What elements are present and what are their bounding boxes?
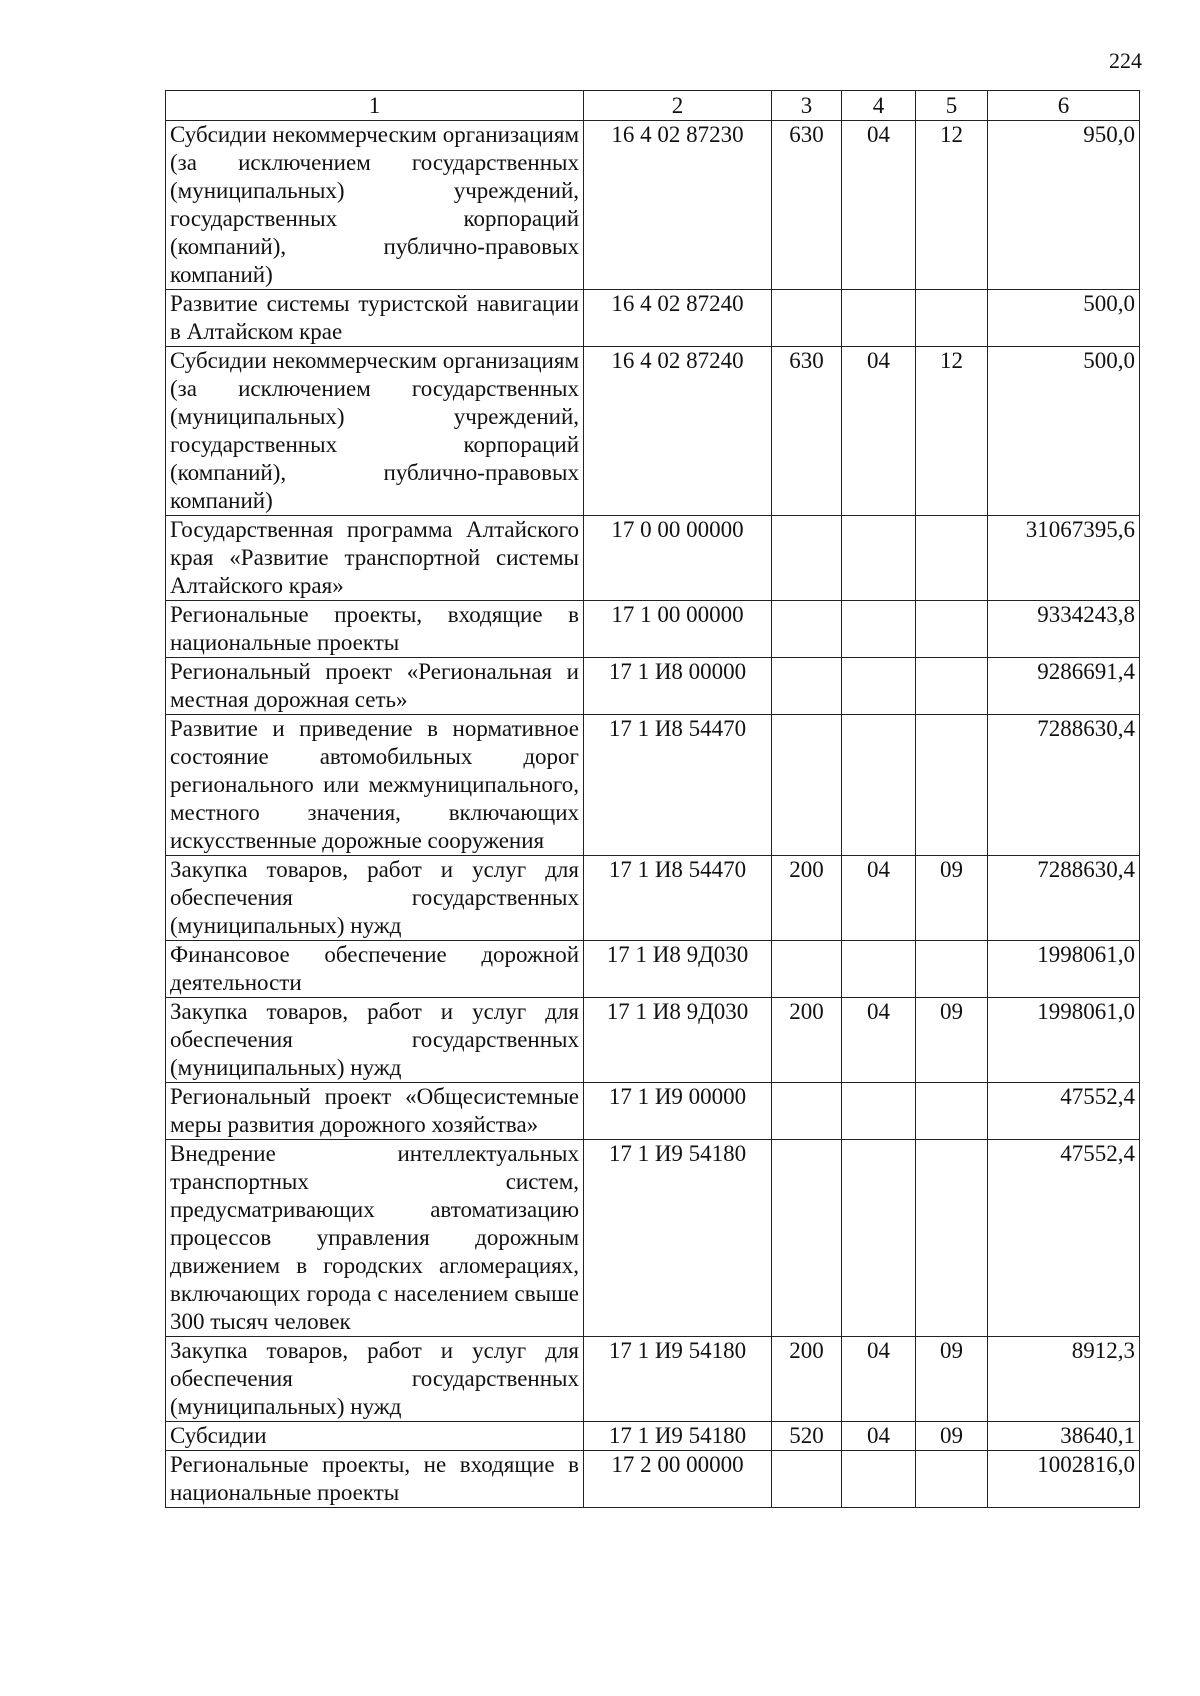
row-code-cell: 17 1 И8 9Д030 [584,998,772,1083]
row-name-cell: Субсидии некоммерческим организациям (за исключением государственных (муниципальных) учреждений, государственных корпораций (компаний), публично-правовых компаний) [166,121,584,290]
row-name-cell: Региональный проект «Общесистемные меры развития дорожного хозяйства» [166,1083,584,1140]
row-name-cell: Закупка товаров, работ и услуг для обеспечения государственных (муниципальных) нужд [166,1337,584,1422]
row-amount-cell: 1998061,0 [988,998,1140,1083]
row-name-cell: Закупка товаров, работ и услуг для обеспечения государственных (муниципальных) нужд [166,998,584,1083]
row-amount-cell: 38640,1 [988,1422,1140,1451]
row-col5-cell [916,1083,988,1140]
row-amount-cell: 950,0 [988,121,1140,290]
row-col3-cell: 200 [772,1337,842,1422]
row-col4-cell [842,658,916,715]
row-col4-cell [842,516,916,601]
row-col3-cell [772,658,842,715]
row-name-cell: Государственная программа Алтайского края «Развитие транспортной системы Алтайского края» [166,516,584,601]
budget-table [165,90,1140,1508]
row-code-cell: 17 1 И9 00000 [584,1083,772,1140]
row-amount-cell: 7288630,4 [988,856,1140,941]
row-amount-cell: 500,0 [988,290,1140,347]
table-row [166,1083,1140,1140]
row-col3-cell [772,941,842,998]
row-col3-cell [772,1140,842,1337]
row-col4-cell [842,715,916,856]
row-name-cell: Субсидии некоммерческим организациям (за исключением государственных (муниципальных) учреждений, государственных корпораций (компаний), публично-правовых компаний) [166,347,584,516]
row-col4-cell: 04 [842,1337,916,1422]
row-amount-cell: 47552,4 [988,1140,1140,1337]
row-col5-cell: 09 [916,1422,988,1451]
row-col4-cell [842,941,916,998]
page-number: 224 [1109,48,1142,73]
row-code-cell: 17 1 И9 54180 [584,1337,772,1422]
column-header: 1 [166,91,584,121]
column-header: 2 [584,91,772,121]
row-name-cell: Закупка товаров, работ и услуг для обеспечения государственных (муниципальных) нужд [166,856,584,941]
row-amount-cell: 7288630,4 [988,715,1140,856]
row-code-cell: 17 1 И8 54470 [584,715,772,856]
row-name-cell: Региональные проекты, не входящие в национальные проекты [166,1451,584,1508]
row-col3-cell: 630 [772,347,842,516]
row-col5-cell: 09 [916,1337,988,1422]
row-name-cell: Региональный проект «Региональная и местная дорожная сеть» [166,658,584,715]
row-amount-cell: 1998061,0 [988,941,1140,998]
row-col3-cell: 200 [772,998,842,1083]
row-col4-cell [842,1083,916,1140]
row-code-cell: 17 1 И9 54180 [584,1422,772,1451]
row-col5-cell [916,715,988,856]
row-col3-cell [772,1451,842,1508]
column-header: 6 [988,91,1140,121]
row-name-cell: Внедрение интеллектуальных транспортных систем, предусматривающих автоматизацию процессов управления дорожным движением в городских агломерациях, включающих города с населением свыше 300 тысяч человек [166,1140,584,1337]
row-amount-cell: 9334243,8 [988,601,1140,658]
table-row [166,121,1140,290]
row-code-cell: 17 1 И9 54180 [584,1140,772,1337]
row-col4-cell: 04 [842,1422,916,1451]
table-row [166,856,1140,941]
row-code-cell: 17 1 И8 54470 [584,856,772,941]
row-name-cell: Развитие системы туристской навигации в Алтайском крае [166,290,584,347]
table-row [166,941,1140,998]
table-row [166,347,1140,516]
column-header: 5 [916,91,988,121]
row-amount-cell: 1002816,0 [988,1451,1140,1508]
row-col5-cell [916,1451,988,1508]
row-code-cell: 16 4 02 87240 [584,290,772,347]
row-name-cell: Развитие и приведение в нормативное состояние автомобильных дорог регионального или межмуниципального, местного значения, включающих искусственные дорожные сооружения [166,715,584,856]
row-amount-cell: 500,0 [988,347,1140,516]
row-col3-cell [772,1083,842,1140]
row-name-cell: Финансовое обеспечение дорожной деятельности [166,941,584,998]
row-col4-cell [842,1140,916,1337]
table-row [166,601,1140,658]
row-col3-cell: 200 [772,856,842,941]
table-row [166,1451,1140,1508]
row-col4-cell [842,1451,916,1508]
row-col5-cell: 09 [916,856,988,941]
table-row [166,1337,1140,1422]
row-code-cell: 17 1 И8 9Д030 [584,941,772,998]
row-amount-cell: 31067395,6 [988,516,1140,601]
row-col5-cell [916,1140,988,1337]
row-col4-cell: 04 [842,121,916,290]
row-col5-cell [916,601,988,658]
row-name-cell: Субсидии [166,1422,584,1451]
row-col3-cell [772,516,842,601]
row-col4-cell: 04 [842,998,916,1083]
row-col5-cell [916,941,988,998]
table-row [166,1422,1140,1451]
row-code-cell: 17 1 00 00000 [584,601,772,658]
column-header: 4 [842,91,916,121]
row-col5-cell [916,290,988,347]
row-col4-cell: 04 [842,856,916,941]
row-col3-cell [772,715,842,856]
row-col4-cell: 04 [842,347,916,516]
row-col5-cell [916,658,988,715]
row-amount-cell: 47552,4 [988,1083,1140,1140]
row-code-cell: 17 1 И8 00000 [584,658,772,715]
row-amount-cell: 8912,3 [988,1337,1140,1422]
row-code-cell: 16 4 02 87230 [584,121,772,290]
row-name-cell: Региональные проекты, входящие в национальные проекты [166,601,584,658]
table-row [166,516,1140,601]
row-col5-cell: 12 [916,347,988,516]
row-code-cell: 16 4 02 87240 [584,347,772,516]
row-amount-cell: 9286691,4 [988,658,1140,715]
row-col3-cell: 520 [772,1422,842,1451]
column-header: 3 [772,91,842,121]
row-col4-cell [842,290,916,347]
table-row [166,1140,1140,1337]
row-col5-cell [916,516,988,601]
header-row [166,91,1140,121]
row-col3-cell: 630 [772,121,842,290]
row-code-cell: 17 0 00 00000 [584,516,772,601]
row-col5-cell: 09 [916,998,988,1083]
row-col3-cell [772,601,842,658]
row-col5-cell: 12 [916,121,988,290]
table-row [166,290,1140,347]
table-row [166,658,1140,715]
row-col3-cell [772,290,842,347]
table-row [166,715,1140,856]
table-row [166,998,1140,1083]
table-body [166,121,1140,1508]
row-code-cell: 17 2 00 00000 [584,1451,772,1508]
row-col4-cell [842,601,916,658]
